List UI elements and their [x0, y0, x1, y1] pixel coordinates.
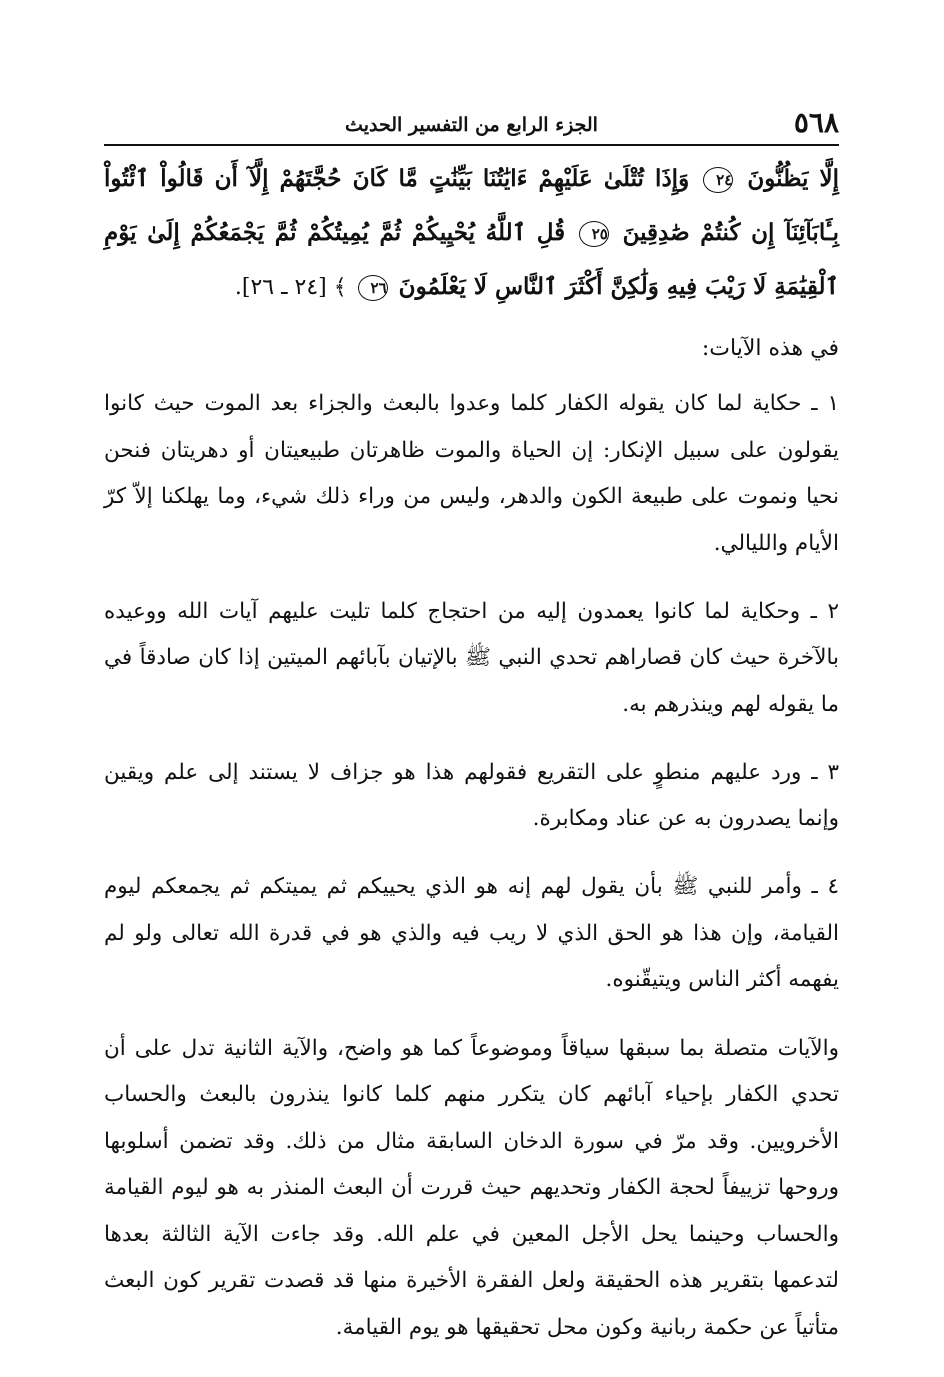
verse-number-marker: ٢٦ [358, 275, 388, 301]
header-title: الجزء الرابع من التفسير الحديث [345, 114, 598, 136]
commentary-point-2: ٢ ـ وحكاية لما كانوا يعمدون إليه من احتجاج كلما تليت عليهم آيات الله ووعيده بالآخرة حيث كان قصاراهم تحدي النبي ﷺ بالإتيان بآبائهم الميتين إذا كان صادقاً في ما يقوله لهم وينذرهم به. [104, 598, 839, 717]
quran-verses [104, 152, 839, 315]
section-intro: في هذه الآيات: [701, 336, 839, 361]
commentary-point-3: ٣ ـ ورد عليهم منطوٍ على التقريع فقولهم هذا هو جزاف لا يستند إلى علم ويقين وإنما يصدرون به عن عناد ومكابرة. [104, 759, 839, 831]
verse-text-24-end: إِلَّا يَظُنُّونَ [747, 165, 839, 192]
verse-number-marker: ٢٤ [703, 167, 733, 193]
verse-reference: ﴾ [٢٤ ـ ٢٦]. [234, 275, 347, 300]
running-header [104, 104, 839, 146]
page-number: ٥٦٨ [793, 106, 839, 139]
verse-text-25: وَإِذَا تُتْلَىٰ عَلَيْهِمْ ءَايَٰتُنَا بَيِّنَٰتٍ مَّا كَانَ حُجَّتَهُمْ إِلَّآ أَن قَالُواْ ٱئْتُواْ بِـَٔابَآئِنَآ إِن كُنتُمْ صَٰدِقِينَ [104, 165, 839, 246]
commentary-point-4: ٤ ـ وأمر للنبي ﷺ بأن يقول لهم إنه هو الذي يحييكم ثم يميتكم ثم يجمعكم ليوم القيامة، وإن هذا هو الحق الذي لا ريب فيه والذي هو في قدرة الله تعالى ولو لم يفهمه أكثر الناس ويتيقّنوه. [104, 874, 839, 992]
commentary-paragraph: والآيات متصلة بما سبقها سياقاً وموضوعاً كما هو واضح، والآية الثانية تدل على أن تحدي الكفار بإحياء آبائهم كان يتكرر منهم كلما كانوا ينذرون بالبعث والحساب الأخرويين. وقد مرّ في سورة الدخان السابقة مثال من ذلك. وقد تضمن أسلوبها وروحها تزييفاً لحجة الكفار وتحديهم حيث قررت أن البعث المنذر به هو ليوم القيامة والحساب وحينما يحل الأجل المعين في علم الله. وقد جاءت الآية الثالثة بعدها لتدعمها بتقرير هذه الحقيقة ولعل الفقرة الأخيرة منها قد قصدت تقرير كون البعث متأتياً عن حكمة ربانية وكون محل تحقيقها هو يوم القيامة. [104, 1035, 839, 1340]
verse-text-26: قُلِ ٱللَّهُ يُحْيِيكُمْ ثُمَّ يُمِيتُكُمْ ثُمَّ يَجْمَعُكُمْ إِلَىٰ يَوْمِ ٱلْقِيَٰمَةِ لَا رَيْبَ فِيهِ وَلَٰكِنَّ أَكْثَرَ ٱلنَّاسِ لَا يَعْلَمُونَ [104, 219, 839, 300]
verse-number-marker: ٢٥ [579, 221, 609, 247]
book-page [104, 104, 839, 1340]
commentary-point-1: ١ ـ حكاية لما كان يقوله الكفار كلما وعدوا بالبعث والجزاء بعد الموت حيث كانوا يقولون على سبيل الإنكار: إن الحياة والموت ظاهرتان طبيعيتان أو دهريتان فنحن نحيا ونموت على طبيعة الكون والدهر، وليس من وراء ذلك شيء، وما يهلكنا إلاّ كرّ الأيام والليالي. [104, 391, 839, 556]
